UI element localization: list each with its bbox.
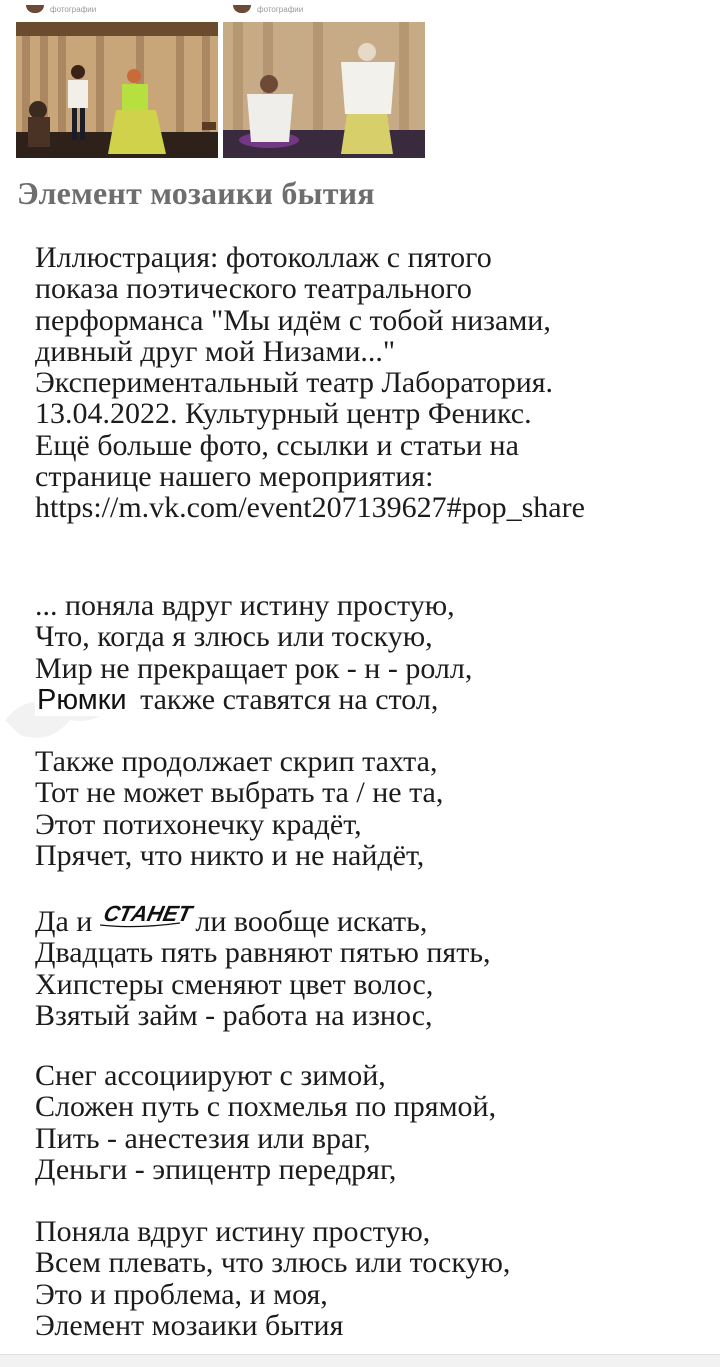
printed-word-sticker: Рюмки <box>35 685 133 716</box>
poem-line: Что, когда я злюсь или тоскую, <box>35 620 433 654</box>
poem-line-rest: также ставятся на стол, <box>132 682 439 716</box>
poem-line: Всем плевать, что злюсь или тоскую, <box>35 1246 511 1280</box>
stage-photo-left[interactable] <box>16 22 218 158</box>
poem-line <box>35 903 705 937</box>
handwritten-word-sticker <box>100 901 195 933</box>
poem-line: ... поняла вдруг истину простую, <box>35 589 455 622</box>
post-intro <box>35 242 705 524</box>
intro-line: показа поэтического театрального <box>35 272 472 306</box>
handwritten-word: СТАНЕТ <box>101 901 195 926</box>
photo-caption-right: фотографии <box>233 0 303 18</box>
poem-line: Мир не прекращает рок - н - ролл, <box>35 651 473 685</box>
poem-line: Двадцать пять равняют пятью пять, <box>35 936 491 970</box>
poem-line: Деньги - эпицентр передряг, <box>35 1152 397 1186</box>
intro-line: перформанса "Мы идём с тобой низами, <box>35 303 551 337</box>
poem-line: Взятый займ - работа на износ, <box>35 998 433 1032</box>
intro-line: 13.04.2022. Культурный центр Феникс. <box>35 397 532 431</box>
poem-line-start: Да и <box>35 905 100 938</box>
poem-line: Это и проблема, и моя, <box>35 1277 328 1311</box>
photo-caption-left: фотографии <box>26 0 96 18</box>
intro-line: Иллюстрация: фотоколлаж с пятого <box>35 241 492 274</box>
intro-line: Ещё больше фото, ссылки и статьи на <box>35 428 519 462</box>
poem-line: Поняла вдруг истину простую, <box>35 1215 431 1248</box>
event-link[interactable]: https://m.vk.com/event207139627#pop_share <box>35 491 585 525</box>
intro-line: дивный друг мой Низами..." <box>35 334 396 368</box>
poem-line: Пить - анестезия или враг, <box>35 1121 371 1155</box>
poem-line <box>35 684 705 716</box>
poem-stanza-1 <box>35 590 705 716</box>
poem-stanza-3 <box>35 903 705 1031</box>
poem-line: Тот не может выбрать та / не та, <box>35 776 444 810</box>
intro-line: странице нашего мероприятия: <box>35 460 434 494</box>
poem-line: Хипстеры сменяют цвет волос, <box>35 967 434 1001</box>
poem-stanza-2 <box>35 746 705 871</box>
page-bottom-divider <box>0 1354 720 1367</box>
poem-line: Снег ассоциируют с зимой, <box>35 1059 386 1092</box>
stage-photo-right[interactable] <box>223 22 425 158</box>
intro-line: Экспериментальный театр Лаборатория. <box>35 366 554 400</box>
poem-stanza-4 <box>35 1060 705 1185</box>
poem-line-rest: ли вообще искать, <box>187 905 428 938</box>
poem-line: Элемент мозаики бытия <box>35 1308 344 1342</box>
poem-line: Прячет, что никто и не найдёт, <box>35 838 425 872</box>
photo-collage <box>16 0 426 160</box>
post-title: Элемент мозаики бытия <box>17 175 375 211</box>
poem-line: Сложен путь с похмелья по прямой, <box>35 1090 497 1124</box>
poem-line: Также продолжает скрип тахта, <box>35 745 438 778</box>
poem-stanza-5 <box>35 1216 705 1341</box>
poem-line: Этот потихонечку крадёт, <box>35 807 362 841</box>
